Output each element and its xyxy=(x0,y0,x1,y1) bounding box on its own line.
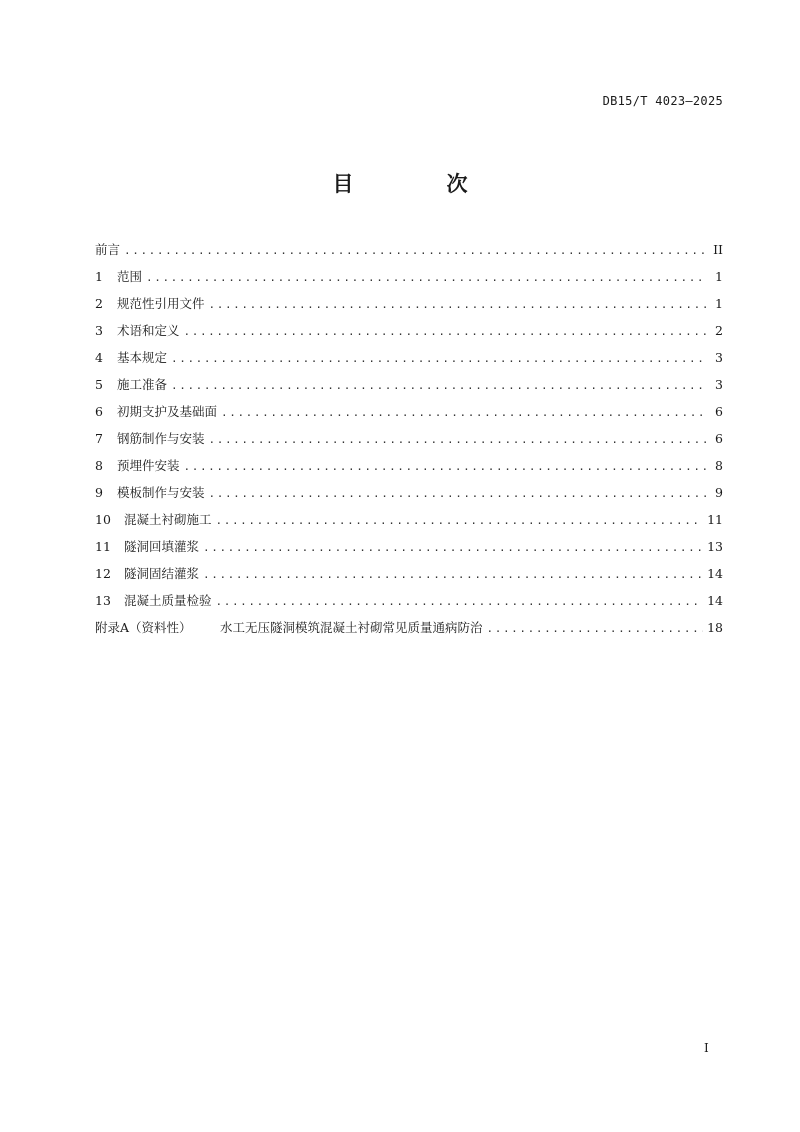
toc-entry-label: 水工无压隧洞模筑混凝土衬砌常见质量通病防治 xyxy=(220,620,483,635)
page-number: I xyxy=(704,1041,709,1055)
toc-dot-leader xyxy=(487,622,704,635)
toc-dot-leader xyxy=(216,595,704,608)
toc-entry[interactable] xyxy=(95,402,723,429)
toc-entry-page: 1 xyxy=(715,269,723,284)
toc-entry-number: 1 xyxy=(95,269,103,284)
toc-entry-label: 前言 xyxy=(95,242,121,257)
toc-entry[interactable] xyxy=(95,591,723,618)
toc-entry-number: 9 xyxy=(95,485,103,500)
toc-entry-label: 术语和定义 xyxy=(117,323,180,338)
toc-entry-number: 5 xyxy=(95,377,103,392)
toc-dot-leader xyxy=(203,541,703,554)
toc-entry-page: 11 xyxy=(707,512,723,527)
toc-entry-number: 6 xyxy=(95,404,103,419)
toc-entry-page: 13 xyxy=(707,539,723,554)
toc-entry-label: 混凝土衬砌施工 xyxy=(124,512,212,527)
toc-entry[interactable] xyxy=(95,321,723,348)
toc-entry[interactable] xyxy=(95,348,723,375)
toc-dot-leader xyxy=(146,271,707,284)
toc-entry-number: 13 xyxy=(95,593,111,608)
toc-entry[interactable] xyxy=(95,483,723,510)
toc-entry-page: 14 xyxy=(707,593,723,608)
toc-entry-label: 模板制作与安装 xyxy=(117,485,205,500)
toc-entry[interactable] xyxy=(95,537,723,564)
toc-dot-leader xyxy=(216,514,704,527)
toc-entry-page: 6 xyxy=(715,431,723,446)
toc-entry-label: 初期支护及基础面 xyxy=(117,404,218,419)
toc-entry-page: 9 xyxy=(715,485,723,500)
toc-entry-page: 3 xyxy=(715,377,723,392)
toc-dot-leader xyxy=(221,406,707,419)
toc-entry[interactable] xyxy=(95,564,723,591)
toc-entry-number: 11 xyxy=(95,539,111,554)
toc-entry-label: 隧洞回填灌浆 xyxy=(124,539,200,554)
toc-entry-label: 预埋件安装 xyxy=(117,458,180,473)
toc-entry-number: 7 xyxy=(95,431,103,446)
toc-entry-label: 范围 xyxy=(117,269,143,284)
toc-dot-leader xyxy=(171,352,707,365)
toc-entry-page: II xyxy=(713,242,723,257)
toc-entry-label: 隧洞固结灌浆 xyxy=(124,566,200,581)
toc-entry-page: 3 xyxy=(715,350,723,365)
toc-entry-number: 12 xyxy=(95,566,111,581)
toc-entry-page: 18 xyxy=(707,620,723,635)
toc-entry[interactable] xyxy=(95,510,723,537)
toc-dot-leader xyxy=(209,298,707,311)
toc-entry-label: 基本规定 xyxy=(117,350,168,365)
toc-entry-label: 钢筋制作与安装 xyxy=(117,431,205,446)
toc-entry-number: 附录A（资料性） xyxy=(95,620,192,635)
toc-entry-number: 10 xyxy=(95,512,111,527)
toc-dot-leader xyxy=(184,325,707,338)
toc-dot-leader xyxy=(209,433,707,446)
toc-entry-number: 3 xyxy=(95,323,103,338)
toc-entry-page: 6 xyxy=(715,404,723,419)
toc-entry-label: 施工准备 xyxy=(117,377,168,392)
toc-entry[interactable] xyxy=(95,240,723,267)
toc-dot-leader xyxy=(171,379,707,392)
toc-entry-number: 4 xyxy=(95,350,103,365)
document-code: DB15/T 4023—2025 xyxy=(602,94,723,108)
toc-entry[interactable] xyxy=(95,267,723,294)
toc-entry-page: 8 xyxy=(715,458,723,473)
toc-entry[interactable] xyxy=(95,429,723,456)
toc-dot-leader xyxy=(184,460,707,473)
page-title: 目 次 xyxy=(332,172,504,196)
toc-entry[interactable] xyxy=(95,456,723,483)
toc-dot-leader xyxy=(203,568,703,581)
toc-dot-leader xyxy=(209,487,707,500)
toc-entry-number: 2 xyxy=(95,296,103,311)
toc-dot-leader xyxy=(124,244,707,257)
toc-entry-page: 14 xyxy=(707,566,723,581)
toc-entry[interactable] xyxy=(95,618,723,645)
toc-entry[interactable] xyxy=(95,294,723,321)
toc-entry-label: 规范性引用文件 xyxy=(117,296,205,311)
toc-entry[interactable] xyxy=(95,375,723,402)
table-of-contents xyxy=(95,240,723,645)
toc-entry-page: 1 xyxy=(715,296,723,311)
toc-entry-number: 8 xyxy=(95,458,103,473)
toc-entry-label: 混凝土质量检验 xyxy=(124,593,212,608)
toc-entry-page: 2 xyxy=(715,323,723,338)
